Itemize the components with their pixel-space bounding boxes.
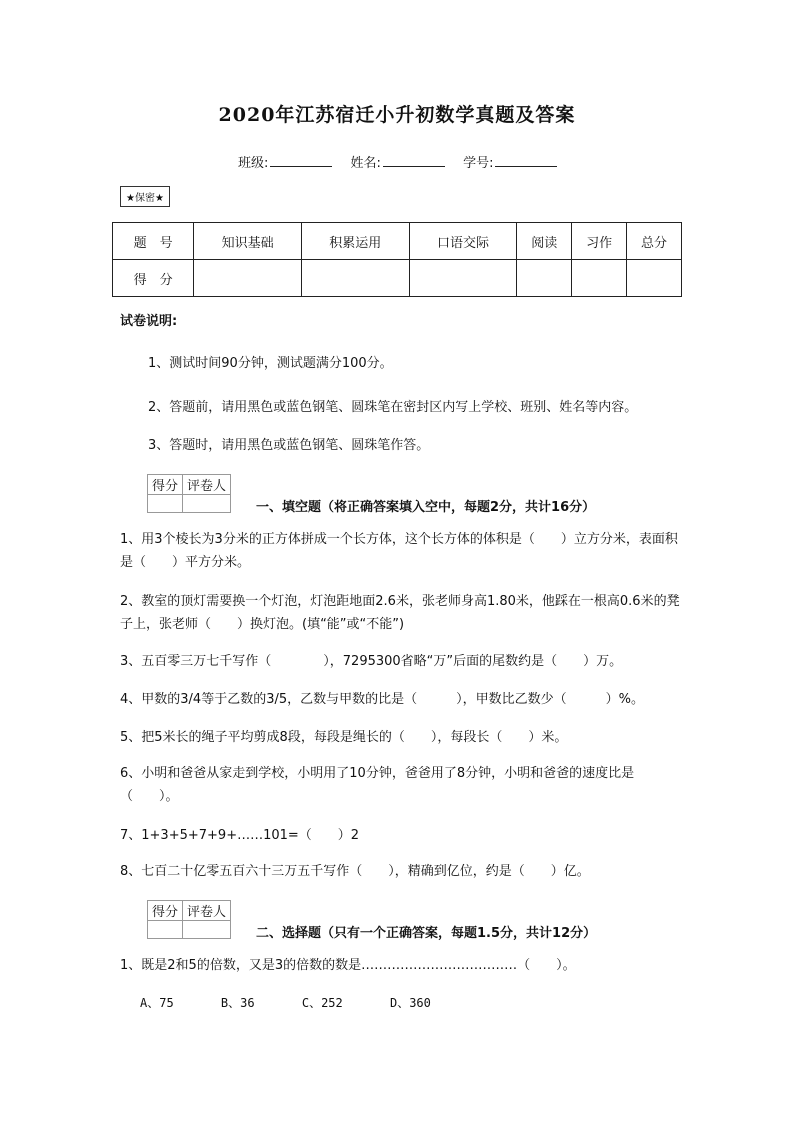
question-item: 4、甲数的3/4等于乙数的3/5，乙数与甲数的比是（ ），甲数比乙数少（ ）%。 — [120, 692, 644, 707]
id-label: 学号: — [463, 156, 494, 171]
score-value-row — [113, 260, 682, 297]
answer-options — [140, 994, 471, 1011]
score-cell[interactable] — [301, 260, 409, 297]
score-label: 得分 — [148, 475, 183, 495]
score-header-row — [113, 223, 682, 260]
section2-title: 二、选择题（只有一个正确答案，每题1.5分，共计12分） — [256, 926, 597, 941]
notes-heading: 试卷说明: — [120, 314, 178, 329]
reviewer-label: 评卷人 — [183, 475, 231, 495]
name-label: 姓名: — [350, 156, 381, 171]
score-table — [112, 222, 682, 297]
option-c[interactable]: C、252 — [301, 996, 343, 1010]
class-label: 班级: — [238, 156, 269, 171]
option-b[interactable]: B、36 — [220, 996, 255, 1010]
page-title: 2020年江苏宿迁小升初数学真题及答案 — [218, 104, 576, 126]
id-blank[interactable] — [495, 154, 557, 167]
score-blank[interactable] — [148, 921, 183, 939]
header-cell: 习作 — [572, 223, 627, 260]
grader-box — [147, 474, 231, 513]
question-item: 2、教室的顶灯需要换一个灯泡，灯泡距地面2.6米，张老师身高1.80米，他踩在一根高0.6米的凳子上，张老师（ ）换灯泡。(填“能”或“不能”) — [120, 594, 680, 632]
header-cell: 知识基础 — [194, 223, 302, 260]
question-item: 7、1+3+5+7+9+……101=（ ）2 — [120, 828, 360, 843]
note-item: 2、答题前，请用黑色或蓝色钢笔、圆珠笔在密封区内写上学校、班别、姓名等内容。 — [148, 400, 638, 415]
question-item: 1、既是2和5的倍数，又是3的倍数的数是………………………………（ ）。 — [120, 958, 576, 973]
option-d[interactable]: D、360 — [389, 996, 431, 1010]
reviewer-label: 评卷人 — [183, 901, 231, 921]
reviewer-blank[interactable] — [183, 495, 231, 513]
option-a[interactable]: A、75 — [140, 996, 174, 1010]
header-cell: 总分 — [627, 223, 682, 260]
score-cell[interactable] — [194, 260, 302, 297]
score-label: 得分 — [148, 901, 183, 921]
question-item: 1、用3个棱长为3分米的正方体拼成一个长方体，这个长方体的体积是（ ）立方分米，表面积是（ ）平方分米。 — [120, 532, 678, 570]
row-label: 得 分 — [113, 260, 194, 297]
question-item: 6、小明和爸爸从家走到学校，小明用了10分钟，爸爸用了8分钟，小明和爸爸的速度比是（ ）。 — [120, 766, 635, 804]
section1-title: 一、填空题（将正确答案填入空中，每题2分，共计16分） — [256, 500, 596, 515]
score-blank[interactable] — [148, 495, 183, 513]
class-blank[interactable] — [270, 154, 332, 167]
score-cell[interactable] — [627, 260, 682, 297]
name-blank[interactable] — [383, 154, 445, 167]
note-item: 1、测试时间90分钟，测试题满分100分。 — [148, 356, 393, 371]
header-cell: 题 号 — [113, 223, 194, 260]
question-item: 3、五百零三万七千写作（ ），7295300省略“万”后面的尾数约是（ ）万。 — [120, 654, 623, 669]
header-cell: 阅读 — [517, 223, 572, 260]
confidential-badge: ★保密★ — [120, 186, 170, 207]
header-cell: 积累运用 — [301, 223, 409, 260]
score-cell[interactable] — [409, 260, 517, 297]
score-cell[interactable] — [517, 260, 572, 297]
reviewer-blank[interactable] — [183, 921, 231, 939]
question-item: 8、七百二十亿零五百六十三万五千写作（ ），精确到亿位，约是（ ）亿。 — [120, 864, 590, 879]
grader-box — [147, 900, 231, 939]
header-cell: 口语交际 — [409, 223, 517, 260]
question-item: 5、把5米长的绳子平均剪成8段，每段是绳长的（ ），每段长（ ）米。 — [120, 730, 568, 745]
student-info — [238, 152, 571, 171]
note-item: 3、答题时，请用黑色或蓝色钢笔、圆珠笔作答。 — [148, 438, 430, 453]
score-cell[interactable] — [572, 260, 627, 297]
